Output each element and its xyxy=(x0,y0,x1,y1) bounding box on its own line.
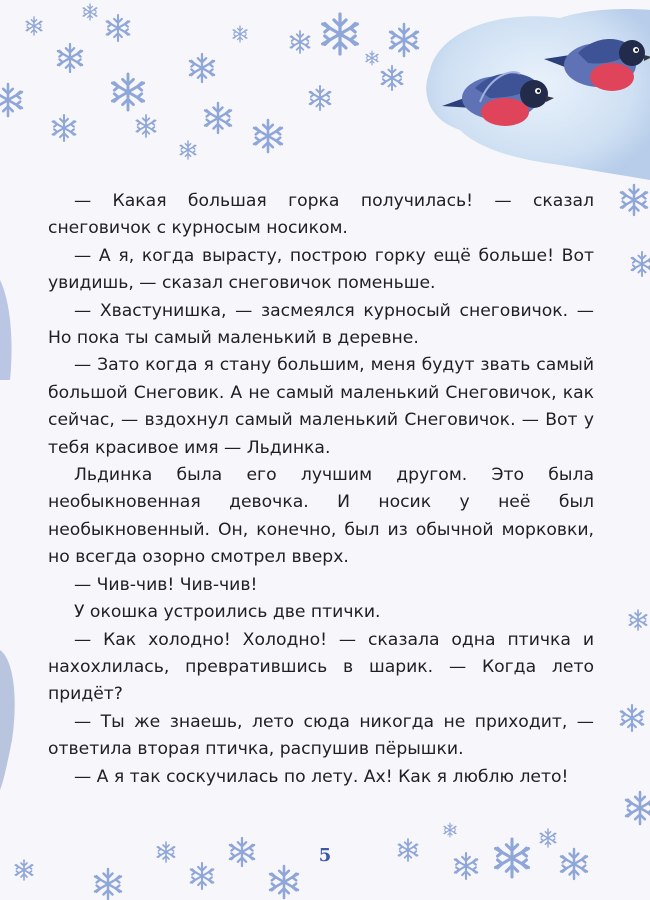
paragraph: — Какая большая горка получилась! — сказал снеговичок с курносым носиком. xyxy=(48,191,594,239)
paragraph: — Как холодно! Холодно! — сказала одна птичка и нахохлилась, превратившись в шарик. — Когда лето придёт? xyxy=(48,629,594,705)
paragraph: — Чив-чив! Чив-чив! xyxy=(74,574,258,595)
paragraph: — А я так соскучилась по лету. Ах! Как я люблю лето! xyxy=(74,766,569,787)
paragraph: У окошка устроились две птички. xyxy=(74,602,381,623)
paragraph: Льдинка была его лучшим другом. Это была необыкновенная девочка. И носик у неё был необыкновенный. Он, конечно, был из обычной морковки, но всегда озорно смотрел вверх. xyxy=(48,465,594,568)
paragraph: — Зато когда я стану большим, меня будут звать самый большой Снеговик. А не самый маленький Снеговичок, как сейчас, — вздохнул самый маленький Снеговичок. — Вот у тебя красивое имя — Льдинка. xyxy=(48,355,594,458)
page-number: 5 xyxy=(318,845,332,866)
left-edge-shade xyxy=(0,280,12,380)
snowflakes-top xyxy=(0,4,418,159)
paragraph: — Ты же знаешь, лето сюда никогда не приходит, — ответила вторая птичка, распушив пёрышки. xyxy=(48,711,594,760)
paragraph: — А я, когда вырасту, построю горку ещё больше! Вот увидишь, — сказал снеговичок поменьше. xyxy=(48,245,594,294)
story-text xyxy=(48,188,594,791)
snowflakes-right xyxy=(621,185,650,824)
paragraph: — Хвастунишка, — засмеялся курносый снеговичок. — Но пока ты самый маленький в деревне. xyxy=(48,300,594,349)
